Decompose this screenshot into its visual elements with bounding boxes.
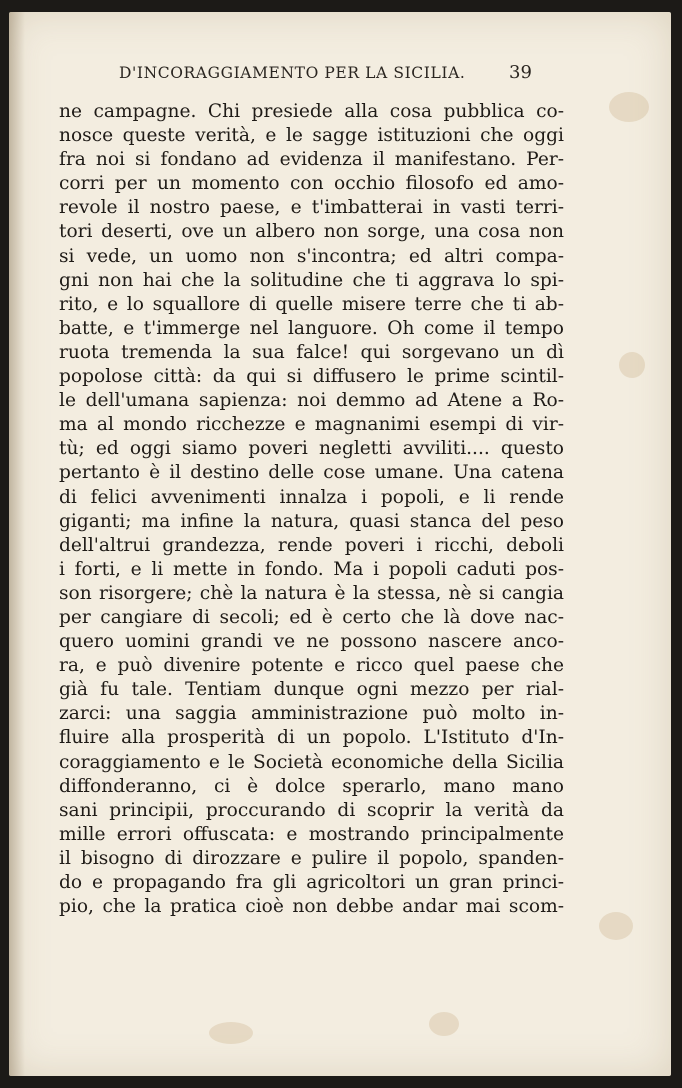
foxing-spot: [209, 1022, 253, 1044]
text-line: diffonderanno, ci è dolce sperarlo, mano mano: [59, 775, 564, 797]
text-line: si vede, un uomo non s'incontra; ed altri compa-: [59, 245, 564, 267]
text-line: quero uomini grandi ve ne possono nascere anco-: [59, 631, 564, 653]
text-line: i forti, e li mette in fondo. Ma i popoli caduti pos-: [59, 558, 564, 580]
text-line: son risorgere; chè la natura è la stessa, nè si cangia: [59, 582, 564, 604]
text-line: popolose città: da qui si diffusero le prime scintil-: [59, 366, 564, 388]
text-line: giganti; ma infine la natura, quasi stanca del peso: [59, 510, 564, 532]
text-line: ra, e può divenire potente e ricco quel paese che: [59, 655, 564, 677]
foxing-spot: [619, 352, 645, 378]
text-line: revole il nostro paese, e t'imbatterai in vasti terri-: [59, 197, 564, 219]
text-line: zarci: una saggia amministrazione può molto in-: [59, 703, 564, 725]
text-line: pertanto è il destino delle cose umane. Una catena: [59, 462, 564, 484]
text-line: corri per un momento con occhio filosofo ed amo-: [59, 173, 564, 195]
text-line: di felici avvenimenti innalza i popoli, e li rende: [59, 486, 564, 508]
text-line: fluire alla prosperità di un popolo. L'Istituto d'In-: [59, 727, 564, 749]
text-line: il bisogno di dirozzare e pulire il popolo, spanden-: [59, 847, 564, 869]
body-text: [59, 100, 564, 919]
text-line: dell'altrui grandezza, rende poveri i ricchi, deboli: [59, 534, 564, 556]
text-line: do e propagando fra gli agricoltori un gran princi-: [59, 872, 564, 893]
text-line: per cangiare di secoli; ed è certo che là dove nac-: [59, 606, 564, 628]
foxing-spot: [429, 1012, 459, 1036]
text-line: pio, che la pratica cioè non debbe andar mai scom-: [59, 896, 564, 918]
text-line: gni non hai che la solitudine che ti aggrava lo spi-: [59, 269, 564, 291]
text-line: mille errori offuscata: e mostrando principalmente: [59, 823, 564, 845]
text-line: tù; ed oggi siamo poveri negletti avviliti.... questo: [59, 438, 564, 460]
foxing-spot: [599, 912, 633, 940]
running-title: D'INCORAGGIAMENTO PER LA SICILIA.: [119, 64, 466, 82]
text-line: coraggiamento e le Società economiche della Sicilia: [59, 751, 564, 773]
page-number: 39: [509, 62, 532, 83]
text-line: già fu tale. Tentiam dunque ogni mezzo per rial-: [59, 679, 564, 701]
text-line: rito, e lo squallore di quelle misere terre che ti ab-: [59, 293, 564, 315]
text-line: tori deserti, ove un albero non sorge, una cosa non: [59, 221, 564, 243]
book-page: [9, 12, 671, 1076]
page-spine-shadow: [9, 12, 25, 1076]
text-line: batte, e t'immerge nel languore. Oh come il tempo: [59, 317, 564, 339]
text-line: ne campagne. Chi presiede alla cosa pubblica co-: [59, 101, 564, 122]
text-line: ma al mondo ricchezze e magnanimi esempi di vir-: [59, 414, 564, 436]
text-line: fra noi si fondano ad evidenza il manifestano. Per-: [59, 149, 564, 171]
text-line: nosce queste verità, e le sagge istituzioni che oggi: [59, 125, 564, 147]
foxing-spot: [609, 92, 649, 122]
text-line: le dell'umana sapienza: noi demmo ad Atene a Ro-: [59, 390, 564, 412]
text-line: sani principii, proccurando di scoprir la verità da: [59, 799, 564, 821]
page-header: [9, 62, 671, 86]
text-line: ruota tremenda la sua falce! qui sorgevano un dì: [59, 341, 564, 363]
